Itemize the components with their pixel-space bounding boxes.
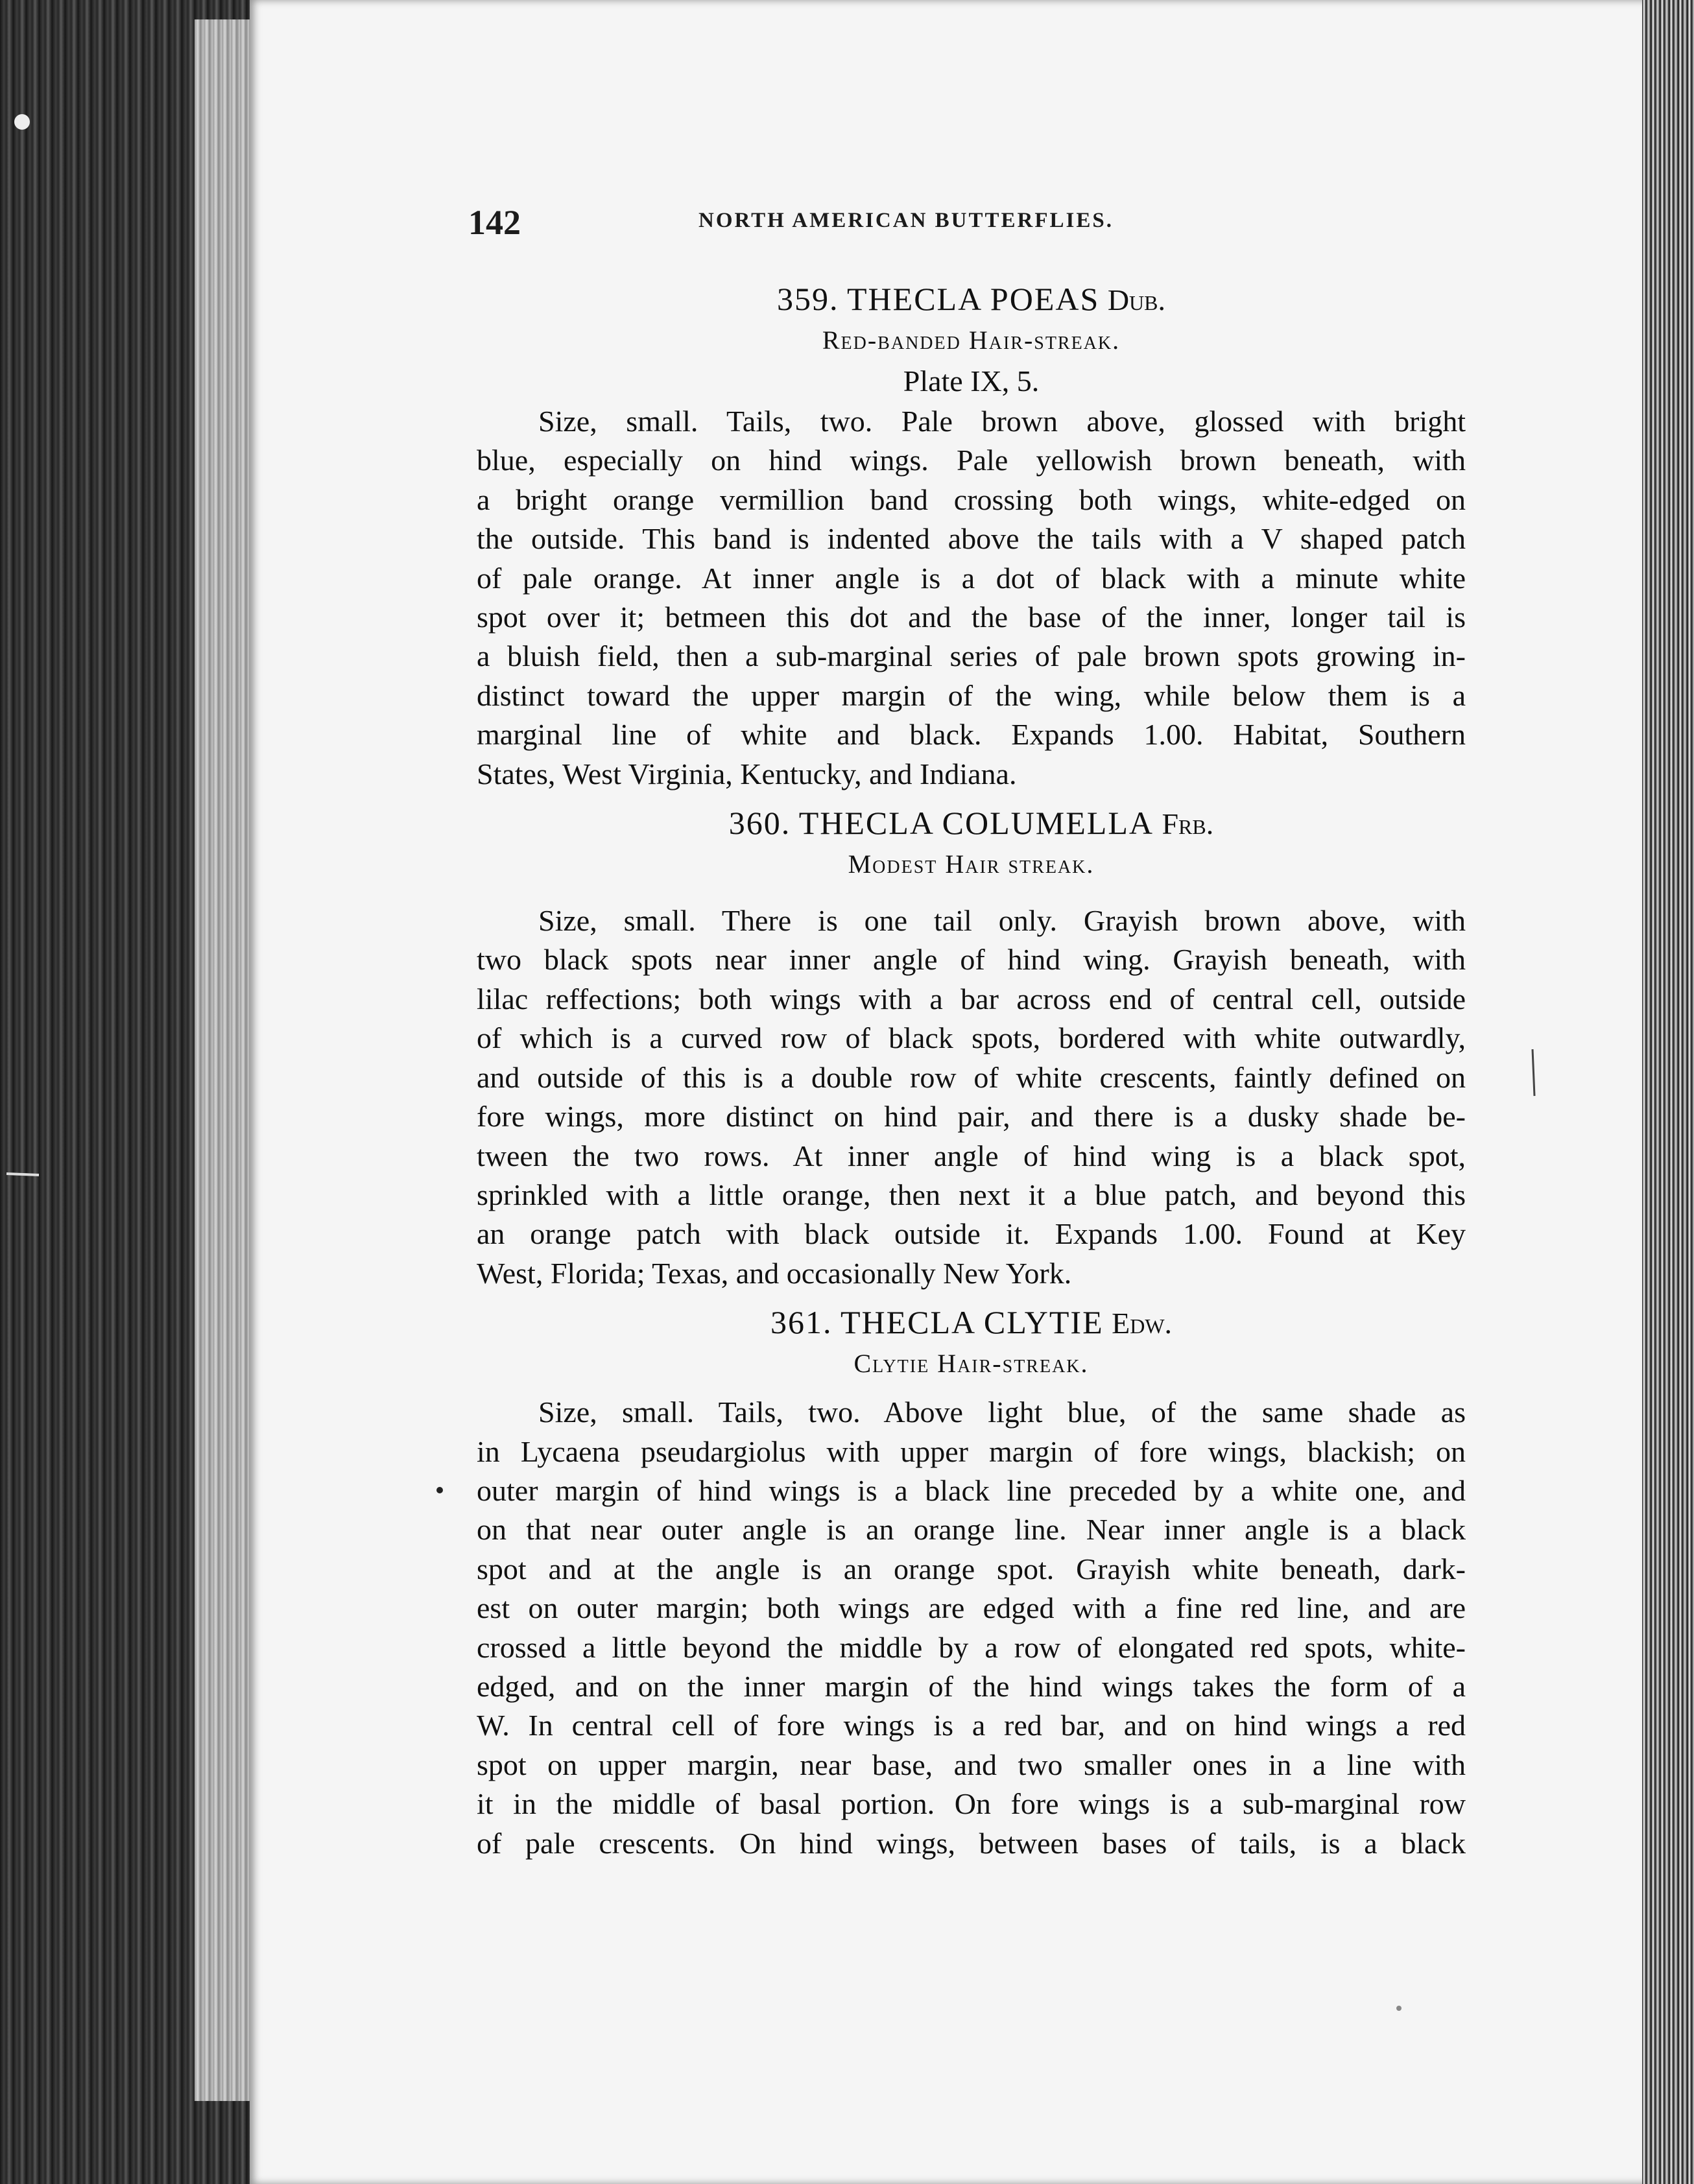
text-line: of pale orange. At inner angle is a dot of black with a minute white xyxy=(477,561,1466,595)
text-line: sprinkled with a little orange, then next it a blue patch, and beyond this xyxy=(477,1178,1466,1211)
text-line: West, Florida; Texas, and occasionally New York. xyxy=(477,1256,1072,1290)
species-number: 361. xyxy=(770,1304,833,1341)
text-line: of which is a curved row of black spots, bordered with white outwardly, xyxy=(477,1021,1466,1055)
text-line: Size, small. There is one tail only. Grayish brown above, with xyxy=(538,904,1466,938)
text-line: blue, especially on hind wings. Pale yellowish brown beneath, with xyxy=(477,444,1466,477)
species-name: THECLA CLYTIE xyxy=(840,1304,1104,1341)
text-line: est on outer margin; both wings are edged with a fine red line, and are xyxy=(477,1591,1466,1625)
text-line: tween the two rows. At inner angle of hind wing is a black spot, xyxy=(477,1139,1466,1172)
text-line: spot over it; betmeen this dot and the base of the inner, longer tail is xyxy=(477,600,1466,634)
text-line: edged, and on the inner margin of the hind wings takes the form of a xyxy=(477,1669,1466,1703)
text-line: the outside. This band is indented above the tails with a V shaped patch xyxy=(477,522,1466,556)
text-line: States, West Virginia, Kentucky, and Indiana. xyxy=(477,757,1017,790)
text-line: spot and at the angle is an orange spot. Grayish white beneath, dark- xyxy=(477,1552,1466,1585)
text-line: distinct toward the upper margin of the wing, while below them is a xyxy=(477,678,1466,712)
text-line: lilac reffections; both wings with a bar across end of central cell, outside xyxy=(477,982,1466,1015)
plate-reference: Plate IX, 5. xyxy=(903,364,1040,398)
species-number: 359. xyxy=(777,281,839,317)
common-name: Clytie Hair-streak. xyxy=(853,1349,1089,1379)
species-name: THECLA POEAS xyxy=(847,281,1100,317)
text-line: spot on upper margin, near base, and two smaller ones in a line with xyxy=(477,1748,1466,1781)
species-author: Frb. xyxy=(1162,807,1214,841)
running-title: NORTH AMERICAN BUTTERFLIES. xyxy=(698,209,1114,232)
text-line: two black spots near inner angle of hind wing. Grayish beneath, with xyxy=(477,943,1466,977)
text-line: fore wings, more distinct on hind pair, and there is a dusky shade be- xyxy=(477,1100,1466,1134)
text-line: crossed a little beyond the middle by a row of elongated red spots, white- xyxy=(477,1630,1466,1664)
text-line: of pale crescents. On hind wings, between bases of tails, is a black xyxy=(477,1826,1466,1860)
text-line: an orange patch with black outside it. Expands 1.00. Found at Key xyxy=(477,1217,1466,1251)
text-line: a bright orange vermillion band crossing both wings, white-edged on xyxy=(477,482,1466,516)
text-line: and outside of this is a double row of white crescents, faintly defined on xyxy=(477,1060,1466,1094)
text-line: W. In central cell of fore wings is a red bar, and on hind wings a red xyxy=(477,1709,1466,1742)
common-name: Modest Hair streak. xyxy=(848,849,1095,879)
species-name: THECLA COLUMELLA xyxy=(798,805,1154,842)
common-name: Red-banded Hair-streak. xyxy=(822,326,1121,355)
species-author: Edw. xyxy=(1112,1307,1173,1340)
text-line: in Lycaena pseudargiolus with upper margin of fore wings, blackish; on xyxy=(477,1434,1466,1468)
text-line: it in the middle of basal portion. On fore wings is a sub-marginal row xyxy=(477,1787,1466,1821)
species-author: Dub. xyxy=(1107,283,1165,316)
text-line: on that near outer angle is an orange line. Near inner angle is a black xyxy=(477,1513,1466,1547)
text-line: a bluish field, then a sub-marginal series of pale brown spots growing in- xyxy=(477,639,1466,673)
text-line: outer margin of hind wings is a black line preceded by a white one, and xyxy=(477,1473,1466,1507)
species-number: 360. xyxy=(728,805,791,842)
text-line: Size, small. Tails, two. Above light blue, of the same shade as xyxy=(538,1395,1466,1429)
page-number: 142 xyxy=(468,203,521,242)
text-line: Size, small. Tails, two. Pale brown above, glossed with bright xyxy=(538,405,1466,438)
text-line: marginal line of white and black. Expands 1.00. Habitat, Southern xyxy=(477,718,1466,752)
